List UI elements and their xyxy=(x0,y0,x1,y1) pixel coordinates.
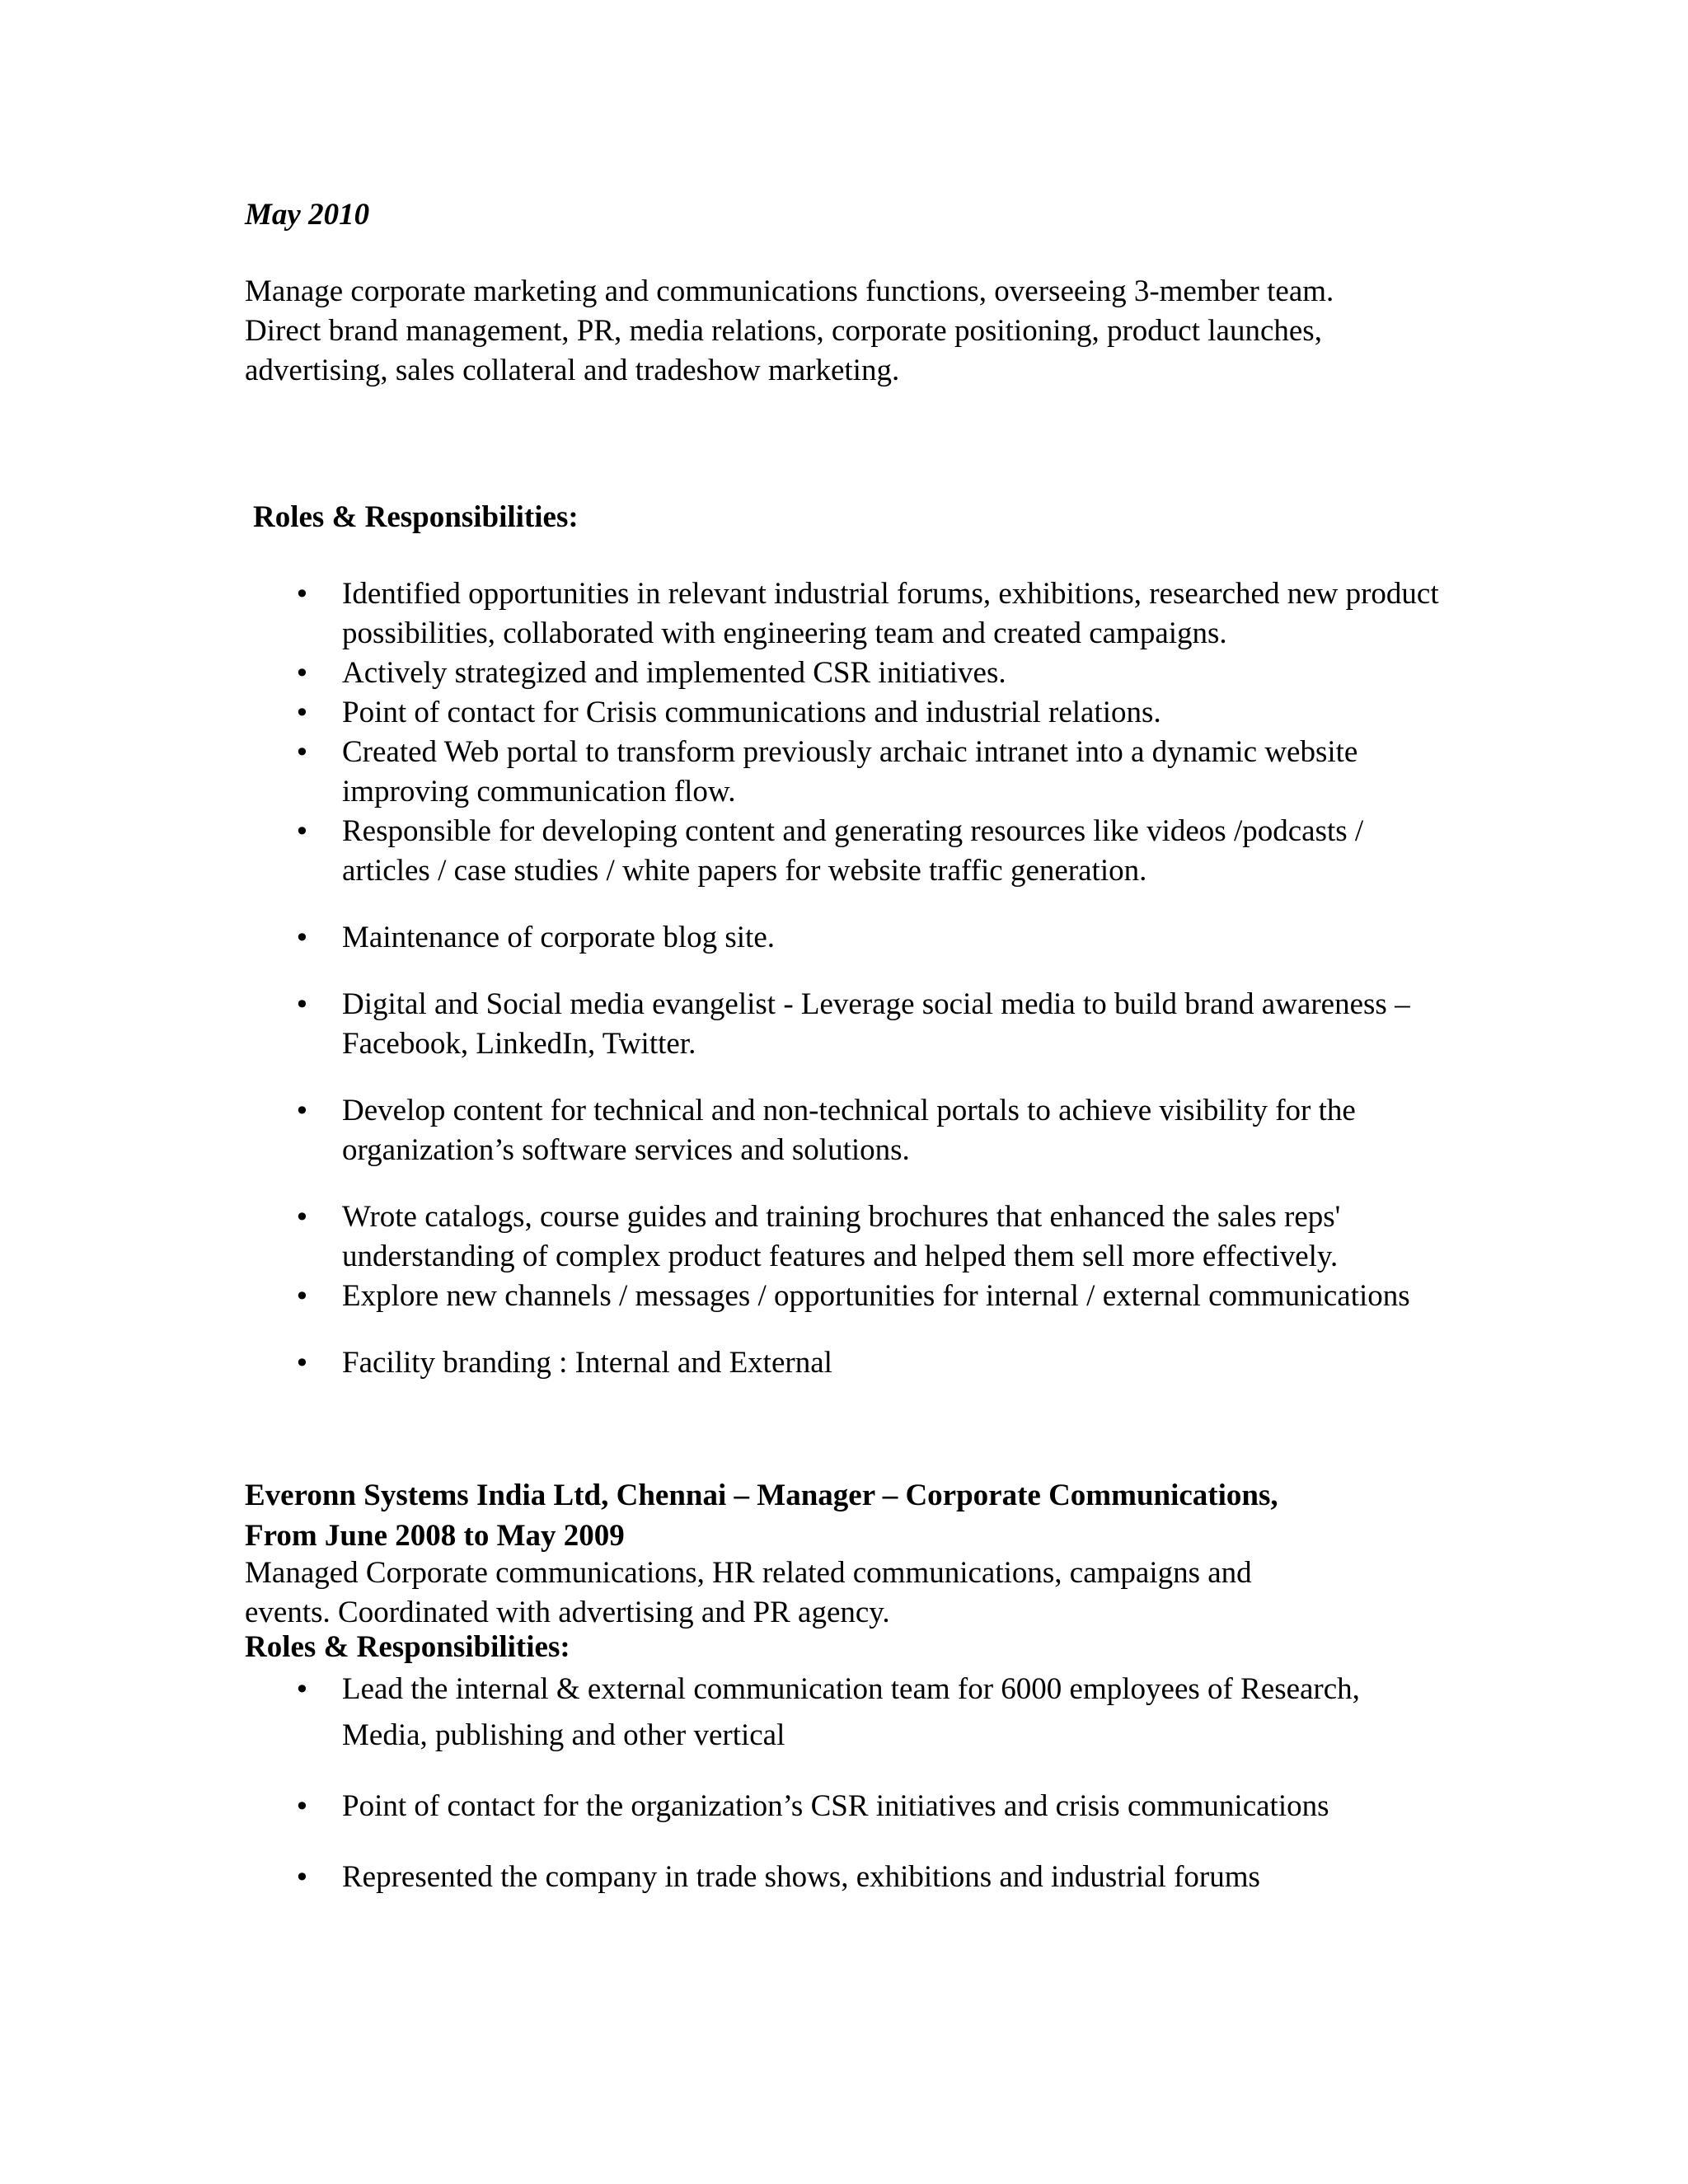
company-dates: From June 2008 to May 2009 xyxy=(245,1519,625,1553)
list-item: • Maintenance of corporate blog site. xyxy=(294,918,1448,958)
list-item: • Created Web portal to transform previously archaic intranet into a dynamic website improving communication flow. xyxy=(294,733,1448,812)
responsibilities-list xyxy=(294,574,1448,1383)
responsibilities-list-2 xyxy=(294,1666,1448,1900)
list-item: • Facility branding : Internal and External xyxy=(294,1343,1448,1383)
list-item: • Responsible for developing content and generating resources like videos /podcasts / articles / case studies / white papers for website traffic generation. xyxy=(294,812,1448,891)
list-item: • Represented the company in trade shows, exhibitions and industrial forums xyxy=(294,1854,1448,1900)
list-item: • Wrote catalogs, course guides and training brochures that enhanced the sales reps' understanding of complex product features and helped them sell more effectively. xyxy=(294,1197,1448,1277)
company-title: Everonn Systems India Ltd, Chennai – Manager – Corporate Communications, xyxy=(245,1479,1278,1512)
summary-paragraph xyxy=(245,272,1465,391)
roles-heading-2: Roles & Responsibilities: xyxy=(245,1630,570,1664)
list-item: • Develop content for technical and non-technical portals to achieve visibility for the organization’s software services and solutions. xyxy=(294,1091,1448,1170)
list-item: • Point of contact for Crisis communications and industrial relations. xyxy=(294,693,1448,733)
summary-line: Direct brand management, PR, media relations, corporate positioning, product launches, xyxy=(245,314,1322,348)
list-item: • Explore new channels / messages / opportunities for internal / external communications xyxy=(294,1277,1448,1316)
list-item: • Actively strategized and implemented CSR initiatives. xyxy=(294,654,1448,693)
roles-heading: Roles & Responsibilities: xyxy=(253,500,579,534)
company-description xyxy=(245,1554,1465,1633)
list-item: • Digital and Social media evangelist - Leverage social media to build brand awareness – Facebook, LinkedIn, Twitter. xyxy=(294,985,1448,1064)
summary-line: Manage corporate marketing and communications functions, overseeing 3-member team. xyxy=(245,274,1334,308)
list-item: • Point of contact for the organization’s CSR initiatives and crisis communications xyxy=(294,1783,1448,1830)
description-line: events. Coordinated with advertising and PR agency. xyxy=(245,1596,890,1629)
summary-line: advertising, sales collateral and tradeshow marketing. xyxy=(245,354,900,387)
list-item: • Identified opportunities in relevant industrial forums, exhibitions, researched new product possibilities, collaborated with engineering team and created campaigns. xyxy=(294,574,1448,654)
list-item: • Lead the internal & external communication team for 6000 employees of Research, Media, publishing and other vertical xyxy=(294,1666,1448,1759)
description-line: Managed Corporate communications, HR related communications, campaigns and xyxy=(245,1556,1252,1590)
date-heading: May 2010 xyxy=(245,198,370,232)
